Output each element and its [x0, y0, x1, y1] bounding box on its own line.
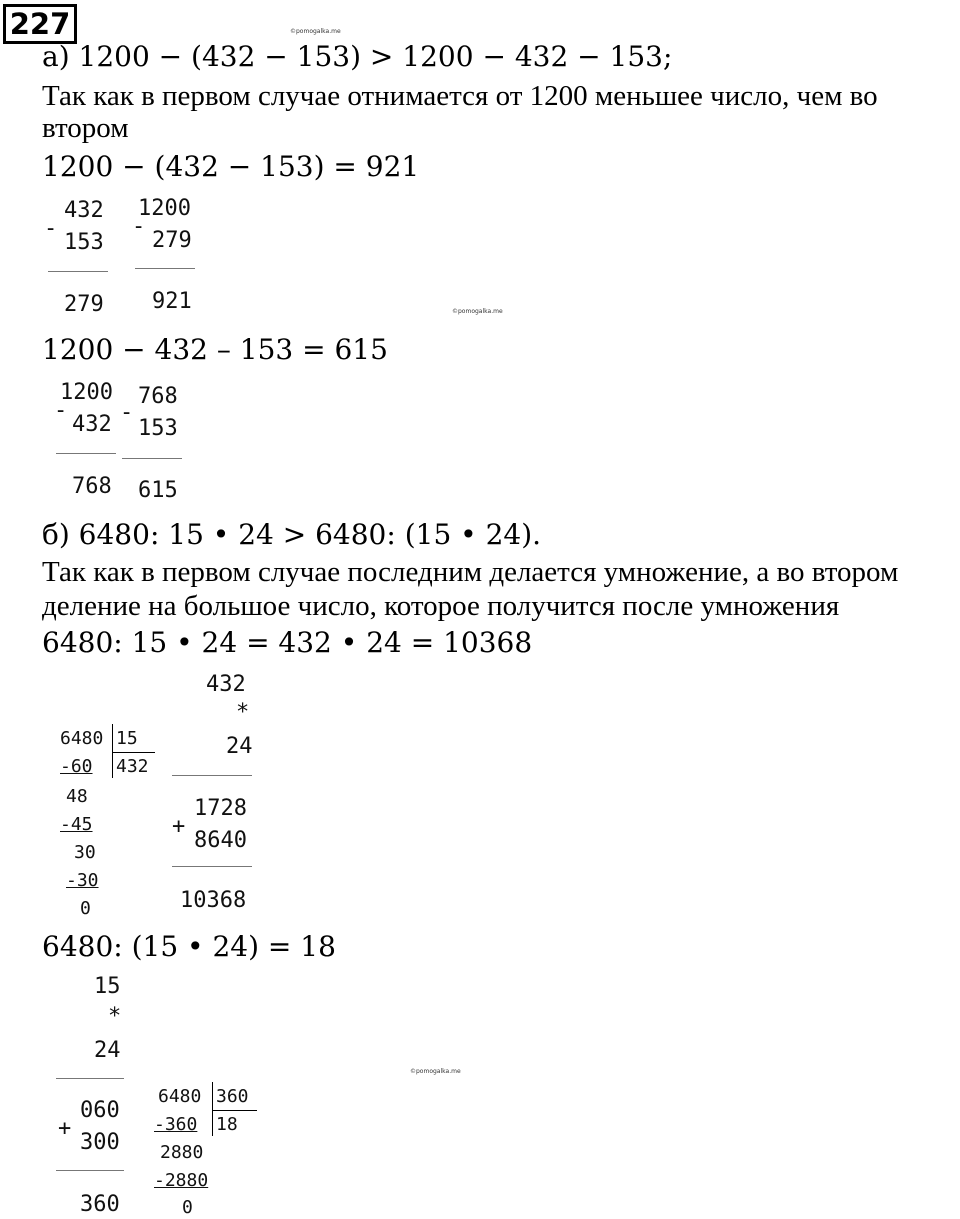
div1-step4: 30	[74, 842, 96, 863]
mult1-times-sign: *	[236, 700, 250, 725]
div2-divisor: 360	[216, 1086, 249, 1107]
div2-step2: 2880	[160, 1142, 204, 1163]
part-b-explanation-line1: Так как в первом случае последним делается умножение, а во втором	[42, 556, 899, 588]
mult1-factor-b: 24	[226, 734, 253, 759]
part-b-explanation-line2: деление на большое число, которое получится после умножения	[42, 590, 840, 622]
calc4-subtrahend: 153	[138, 416, 178, 441]
calc3-minuend: 1200	[60, 380, 113, 405]
calc3-subtrahend: 432	[72, 412, 112, 437]
mult1-factor-a: 432	[206, 672, 246, 697]
mult1-partial1: 1728	[194, 796, 247, 821]
part-a-equation1: 1200 − (432 − 153) = 921	[42, 150, 420, 183]
calc1-subtrahend: 153	[64, 230, 104, 255]
mult2-result: 360	[80, 1192, 120, 1217]
calc3-minus-sign: -	[54, 398, 68, 423]
mult2-line1	[56, 1078, 124, 1079]
mult2-factor-a: 15	[94, 974, 121, 999]
task-number-box: 227	[3, 4, 77, 44]
calc1-result: 279	[64, 292, 104, 317]
calc3-line	[56, 453, 116, 454]
mult2-factor-b: 24	[94, 1038, 121, 1063]
calc1-minuend: 432	[64, 198, 104, 223]
div1-quotient: 432	[116, 756, 149, 777]
calc2-result: 921	[152, 289, 192, 314]
div2-step3: -2880	[154, 1170, 209, 1191]
div1-step3: -45	[60, 814, 93, 835]
calc1-line	[48, 271, 108, 272]
part-a-statement: а) 1200 − (432 − 153) > 1200 − 432 − 153;	[42, 40, 673, 73]
part-a-equation2: 1200 − 432 – 153 = 615	[42, 333, 388, 366]
mult2-line2	[56, 1170, 124, 1171]
div2-quotient: 18	[216, 1114, 238, 1135]
mult1-plus-sign: +	[172, 814, 186, 839]
div1-step6: 0	[80, 898, 91, 919]
part-b-equation2: 6480: (15 • 24) = 18	[42, 930, 336, 963]
div2-vertical-line	[212, 1082, 213, 1136]
part-a-explanation-line2: втором	[42, 112, 129, 144]
calc2-line	[135, 268, 195, 269]
calc4-minus-sign: -	[120, 400, 134, 425]
mult2-partial2: 300	[80, 1130, 120, 1155]
watermark-top: ©pomogalka.me	[290, 28, 341, 35]
div2-step4: 0	[182, 1197, 193, 1218]
calc2-minus-sign: -	[132, 214, 146, 239]
watermark-bottom: ©pomogalka.me	[410, 1068, 461, 1075]
part-b-statement: б) 6480: 15 • 24 > 6480: (15 • 24).	[42, 518, 542, 551]
calc1-minus-sign: -	[44, 216, 58, 241]
div1-step2: 48	[66, 786, 88, 807]
div2-divisor-line	[213, 1110, 257, 1111]
calc3-result: 768	[72, 474, 112, 499]
calc4-line	[122, 458, 182, 459]
calc4-result: 615	[138, 478, 178, 503]
watermark-middle: ©pomogalka.me	[452, 308, 503, 315]
div1-step1: -60	[60, 756, 93, 777]
calc4-minuend: 768	[138, 384, 178, 409]
mult1-line1	[172, 775, 252, 776]
mult2-times-sign: *	[108, 1004, 122, 1029]
div1-divisor-line	[113, 752, 155, 753]
part-b-equation1: 6480: 15 • 24 = 432 • 24 = 10368	[42, 626, 533, 659]
div1-dividend: 6480	[60, 728, 104, 749]
div1-step5: -30	[66, 870, 99, 891]
part-a-explanation-line1: Так как в первом случае отнимается от 1200 меньшее число, чем во	[42, 80, 878, 112]
div1-vertical-line	[112, 724, 113, 778]
mult1-partial2: 8640	[194, 828, 247, 853]
div2-dividend: 6480	[158, 1086, 202, 1107]
calc2-subtrahend: 279	[152, 228, 192, 253]
mult1-result: 10368	[180, 888, 247, 913]
mult1-line2	[172, 866, 252, 867]
calc2-minuend: 1200	[138, 196, 191, 221]
mult2-plus-sign: +	[58, 1116, 72, 1141]
div2-step1: -360	[154, 1114, 198, 1135]
div1-divisor: 15	[116, 728, 138, 749]
mult2-partial1: 060	[80, 1098, 120, 1123]
